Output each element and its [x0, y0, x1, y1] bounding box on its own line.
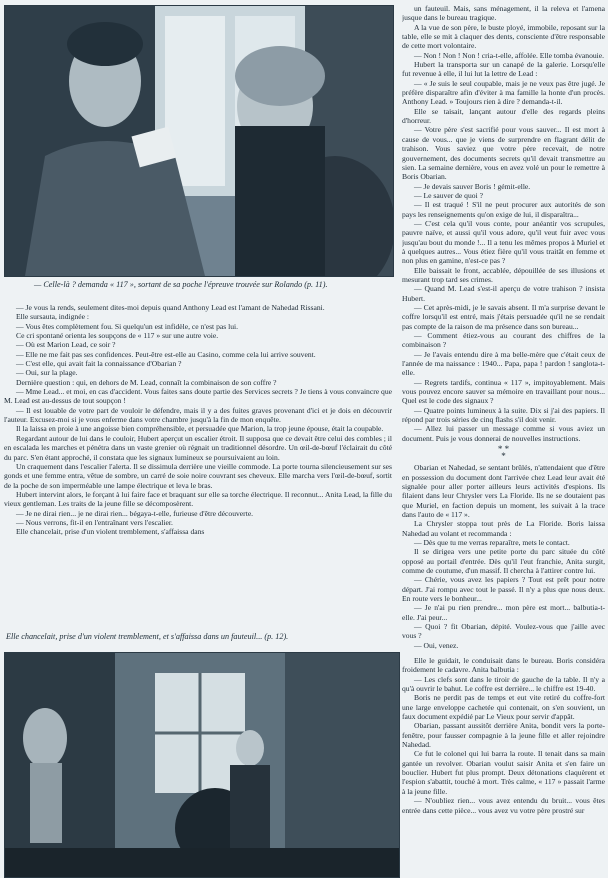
right-paragraph: — Allez lui passer un message comme si vous aviez un document. Puis je vous donnerai de nouvelles instructions. [402, 424, 605, 443]
left-paragraph: Un craquement dans l'escalier l'alerta. Il se dissimula derrière une vieille commode. La porte tourna silencieusement sur ses gonds et une femme entra, vêtue de sombre, un carré de soie noire couvrant ses cheveux. Elle marcha vers l'œil-de-bœuf, sortit de la poche de son imperméable une lampe électrique et leva le bras. [4, 461, 392, 490]
section-break: * * * [497, 444, 510, 462]
left-paragraph: Ce cri spontané orienta les soupçons de « 117 » sur une autre voie. [16, 331, 219, 341]
right-paragraph: — Comment étiez-vous au courant des chiffres de la combinaison ? [402, 331, 605, 350]
left-paragraph: — Je ne dirai rien... je ne dirai rien... bégaya-t-elle, furieuse d'être découverte. [16, 508, 254, 518]
right-paragraph: Elle se taisait, lançant autour d'elle des regards pleins d'horreur. [402, 106, 605, 126]
left-paragraph: Dernière question : qui, en dehors de M. Lead, connaît la combinaison de son coffre ? [16, 377, 277, 387]
photo-top-image [5, 6, 393, 276]
right-paragraph: — Dès que tu me verras reparaître, mets le contact. [414, 537, 570, 547]
right-paragraph: Boris ne perdit pas de temps et eut vite retiré du coffre-fort une large enveloppe cachetée qui contenait, on s'en souvient, un faux document expédié par Le Vieux pour servir d'appât. [402, 693, 605, 722]
right-paragraph: Obarian et Nahedad, se sentant brûlés, n'attendaient que d'être en possession du document dont l'arrivée chez Lead leur avait été signalée pour aller porter ailleurs leurs activités d'espions. Ils filaient dans leur Chrysler vers La Floride. Ils ne se doutaient pas que Muriel, en faction depuis un moment, les suivait à la trace dans l'auto de « 117 ». [402, 463, 605, 519]
right-paragraph: — Oui, venez. [414, 640, 459, 650]
right-paragraph: — Je n'ai pu rien prendre... mon père est mort... balbutia-t-elle. J'ai peur... [402, 603, 605, 622]
left-paragraph: — Où est Marion Lead, ce soir ? [16, 340, 116, 350]
left-paragraph: Hubert intervint alors, le forçant à lui faire face et braquant sur elle sa torche électrique. Il reconnut... Anita Lead, la fille du vieux gentleman. Les traits de la jeune fille se décomposèrent. [4, 489, 392, 509]
photo-top-caption: — Celle-là ? demanda « 117 », sortant de sa poche l'épreuve trouvée sur Rolando (p. 11). [34, 280, 328, 289]
right-paragraph: — C'est cela qu'il vous conte, pour anéantir vos scrupules, pauvre naïve, et aussi qu'il vous adore, qu'il veut fuir avec vous jusqu'au bout du monde !... Il a tenu les mêmes propos à Muriel et à quelques autres... Vous étiez fière qu'il vous traitât en femme et non plus en gamine, n'est-ce pas ? [402, 218, 605, 266]
right-paragraph: — Quatre points lumineux à la suite. Dix si j'ai des papiers. Il répond par trois séries de cinq flashs s'il doit venir. [402, 405, 605, 425]
right-paragraph: — « Je suis le seul coupable, mais je ne veux pas être jugé. Je préfère disparaître afin d'éviter à ma famille la honte d'un procès. Anthony Lead. » Toujours rien à dire ? demanda-t-il. [402, 78, 605, 107]
right-paragraph: Hubert la transporta sur un canapé de la galerie. Lorsqu'elle fut revenue à elle, il lui lut la lettre de Lead : [402, 60, 605, 79]
right-paragraph: Obarian, passant aussitôt derrière Anita, bondit vers la porte-fenêtre, pour fausser compagnie à la jeune fille et aller rejoindre Nahedad. [402, 721, 605, 750]
right-paragraph: La Chrysler stoppa tout près de La Floride. Boris laissa Nahedad au volant et recommanda : [402, 519, 605, 538]
right-paragraph: — Quoi ? fit Obarian, dépité. Voulez-vous que j'aille avec vous ? [402, 622, 605, 641]
right-paragraph: — Je l'avais entendu dire à ma belle-mère que c'était ceux de l'année de ma naissance : 1940... Papa, papa ! pardon ! sanglota-t-elle. [402, 349, 605, 378]
right-paragraph: — Regrets tardifs, continua « 117 », impitoyablement. Mais vous pouvez encore sauver sa mémoire en travaillant pour nous... Quel est le code des signaux ? [402, 377, 605, 406]
right-bottom-text-column [402, 656, 605, 876]
right-paragraph: — Il est traqué ! S'il ne peut procurer aux autorités de son pays les renseignements qu'on exige de lui, il disparaîtra... [402, 200, 605, 219]
photo-bottom-image [5, 653, 399, 877]
left-text-column [4, 303, 392, 628]
left-paragraph: — Mme Lead... et moi, en cas d'accident. Vous faites sans doute partie des Services secrets ? Je tiens à vous convaincre que M. Lead est au-dessus de tout soupçon ! [4, 387, 392, 406]
right-paragraph: A la vue de son père, le buste ployé, immobile, reposant sur la table, elle se mit à claquer des dents, consciente d'être responsable de cette mort volontaire. [402, 22, 605, 51]
left-paragraph: — Je vous la rends, seulement dites-moi depuis quand Anthony Lead est l'amant de Nahedad Rissani. [16, 303, 325, 312]
right-paragraph: — Votre père s'est sacrifié pour vous sauver... Il est mort à cause de vous... que je viens de surprendre en flagrant délit de trahison. Vous saviez que votre père recevait, de notre gouvernement, des documents secrets qu'il devait transmettre au sien. La semaine dernière, vous en avez volé un pour le remettre à Boris Obarian. [402, 125, 605, 182]
right-paragraph: Elle le guidait, le conduisait dans le bureau. Boris considéra froidement le cadavre. Anita balbutia : [402, 656, 605, 675]
left-paragraph: — Nous verrons, fit-il en l'entraînant vers l'escalier. [16, 517, 173, 527]
left-paragraph: — Elle ne me fait pas ses confidences. Peut-être est-elle au Casino, comme cela lui arrive souvent. [16, 349, 316, 359]
left-paragraph: Il la laissa en proie à une angoisse bien compréhensible, et persuadée que Marion, la trop jeune épouse, était la coupable. [16, 424, 384, 434]
left-paragraph: — Oui, sur la plage. [16, 368, 78, 378]
left-paragraph: — Vous êtes complètement fou. Si quelqu'un est infidèle, ce n'est pas lui. [16, 321, 239, 331]
right-paragraph: Il se dirigea vers une petite porte du parc située du côté opposé au portail d'entrée. Dès qu'il l'eut franchie, Anita surgit, comme de coutume, d'un massif. Il chercha à l'attirer contre lui. [402, 547, 605, 575]
right-paragraph: — Chérie, vous avez les papiers ? Tout est prêt pour notre départ. J'ai rompu avec tout le passé. Il n'y a plus que nous deux. En route vers le bonheur... [402, 575, 605, 603]
right-text-column [402, 4, 605, 654]
left-paragraph: Elle chancelait, prise d'un violent tremblement, s'affaissa dans [16, 527, 205, 537]
right-paragraph: — N'oubliez rien... vous avez entendu du bruit... vous êtes entrée dans cette pièce... vous avez vu votre père prostré sur [402, 796, 605, 815]
right-paragraph: — Non ! Non ! Non ! cria-t-elle, affolée. Elle tomba évanouie. [414, 50, 605, 60]
left-paragraph: — C'est elle, qui avait fait la connaissance d'Obarian ? [16, 359, 182, 369]
photo-bottom [4, 652, 400, 878]
photo-top [4, 5, 394, 277]
left-paragraph: — Il est louable de votre part de vouloir le défendre, mais il y a des fuites graves provenant d'ici et je dois en découvrir l'auteur. Excusez-moi si je vous enferme dans votre chambre jusqu'à la fin de mon enquête. [4, 405, 392, 425]
right-paragraph: — Cet après-midi, je le savais absent. Il m'a surprise devant le coffre lorsqu'il est entré, mais j'étais persuadée qu'il ne se rendait pas compte de la raison de ma présence dans son bureau... [402, 303, 605, 331]
right-paragraph: — Les clefs sont dans le tiroir de gauche de la table. Il n'y a qu'à ouvrir le bahut. Le coffre est derrière... le chiffre est 19-40. [402, 674, 605, 694]
right-paragraph: Elle baissait le front, accablée, dépouillée de ses illusions et mesurant trop tard ses crimes. [402, 265, 605, 284]
left-paragraph: Elle sursauta, indignée : [16, 312, 89, 322]
photo-bottom-caption: Elle chancelait, prise d'un violent tremblement, et s'affaissa dans un fauteuil... (p. 12). [6, 632, 289, 641]
left-paragraph: Regardant autour de lui dans le couloir, Hubert aperçut un escalier étroit. Il supposa que ce devait être celui des combles ; il en escalada les marches et pénétra dans un vaste grenier où régnait un traditionnel désordre. Un œil-de-bœuf l'éclairait du côté du parc. S'en étant approché, il constata que les signaux lumineux se poursuivaient au loin. [4, 433, 392, 462]
right-paragraph: un fauteuil. Mais, sans ménagement, il la releva et l'amena jusque dans le bureau tragique. [402, 4, 605, 23]
right-paragraph: — Je devais sauver Boris ! gémit-elle. [414, 181, 531, 191]
right-paragraph: — Le sauver de quoi ? [414, 190, 483, 200]
right-paragraph: Ce fut le colonel qui lui barra la route. Il tenait dans sa main gantée un revolver. Obarian voulut saisir Anita et s'en faire un bouclier. Hubert fut plus prompt. Deux détonations claquèrent et l'espion s'abattit, touché à mort. Très calme, « 117 » passait l'arme à la jeune fille. [402, 749, 605, 796]
right-paragraph: — Quand M. Lead s'est-il aperçu de votre trahison ? insista Hubert. [402, 284, 605, 303]
